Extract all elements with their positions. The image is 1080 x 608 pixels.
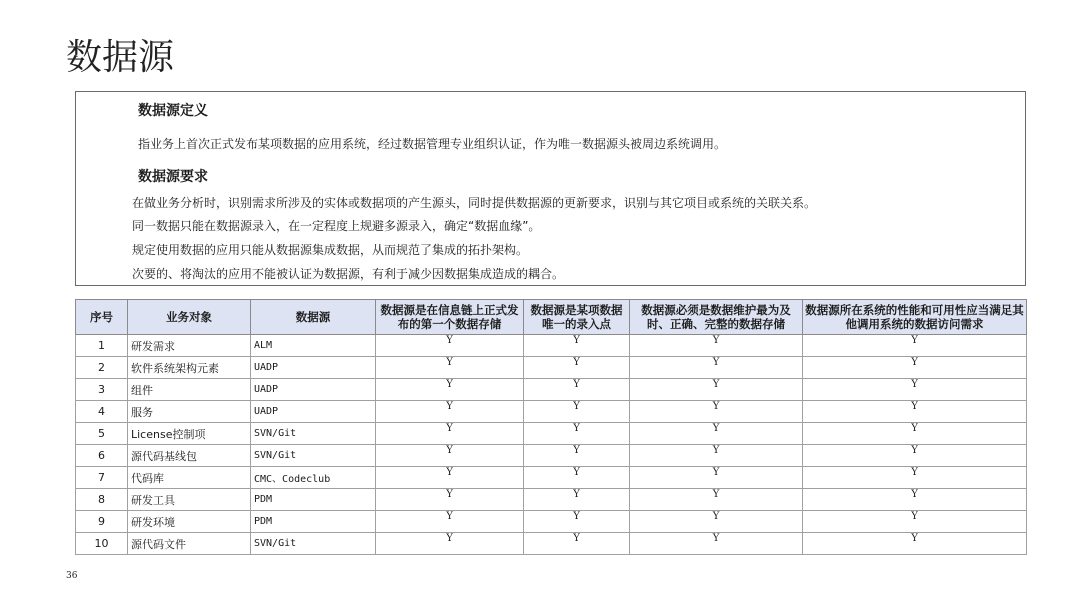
criterion-cell: Y bbox=[803, 489, 1027, 511]
column-header: 数据源是某项数据唯一的录入点 bbox=[524, 300, 630, 335]
criterion-cell: Y bbox=[524, 489, 630, 511]
criterion-cell: Y bbox=[803, 467, 1027, 489]
criterion-cell: Y bbox=[803, 423, 1027, 445]
page-number: 36 bbox=[66, 571, 78, 581]
table-row bbox=[76, 335, 1027, 357]
table-row bbox=[76, 489, 1027, 511]
criterion-cell: Y bbox=[803, 533, 1027, 555]
table-row bbox=[76, 401, 1027, 423]
criterion-cell: Y bbox=[524, 401, 630, 423]
table-row bbox=[76, 467, 1027, 489]
business-object: 研发工具 bbox=[128, 489, 251, 511]
definition-text: 指业务上首次正式发布某项数据的应用系统，经过数据管理专业组织认证，作为唯一数据源头被周边系统调用。 bbox=[138, 137, 727, 151]
definition-box bbox=[75, 91, 1026, 286]
data-source: ALM bbox=[251, 335, 376, 357]
column-header: 数据源所在系统的性能和可用性应当满足其他调用系统的数据访问需求 bbox=[803, 300, 1027, 335]
criterion-cell: Y bbox=[524, 379, 630, 401]
business-object: 源代码文件 bbox=[128, 533, 251, 555]
criterion-cell: Y bbox=[376, 401, 524, 423]
data-source: UADP bbox=[251, 357, 376, 379]
row-index: 8 bbox=[76, 489, 128, 511]
business-object: 服务 bbox=[128, 401, 251, 423]
business-object: 代码库 bbox=[128, 467, 251, 489]
page-title: 数据源 bbox=[66, 37, 175, 78]
row-index: 1 bbox=[76, 335, 128, 357]
criterion-cell: Y bbox=[376, 335, 524, 357]
table-header-row bbox=[76, 300, 1027, 335]
row-index: 3 bbox=[76, 379, 128, 401]
requirement-line: 次要的、将淘汰的应用不能被认证为数据源，有利于减少因数据集成造成的耦合。 bbox=[132, 267, 565, 281]
requirements-heading: 数据源要求 bbox=[138, 169, 208, 185]
data-source: SVN/Git bbox=[251, 533, 376, 555]
business-object: License控制项 bbox=[128, 423, 251, 445]
data-source-table bbox=[75, 299, 1027, 555]
row-index: 7 bbox=[76, 467, 128, 489]
criterion-cell: Y bbox=[630, 401, 803, 423]
criterion-cell: Y bbox=[803, 357, 1027, 379]
criterion-cell: Y bbox=[630, 423, 803, 445]
requirement-line: 同一数据只能在数据源录入，在一定程度上规避多源录入，确定“数据血缘”。 bbox=[132, 219, 541, 233]
row-index: 4 bbox=[76, 401, 128, 423]
column-header: 数据源 bbox=[251, 300, 376, 335]
criterion-cell: Y bbox=[803, 511, 1027, 533]
criterion-cell: Y bbox=[803, 379, 1027, 401]
criterion-cell: Y bbox=[630, 489, 803, 511]
criterion-cell: Y bbox=[524, 467, 630, 489]
row-index: 6 bbox=[76, 445, 128, 467]
criterion-cell: Y bbox=[376, 533, 524, 555]
criterion-cell: Y bbox=[803, 335, 1027, 357]
table-row bbox=[76, 423, 1027, 445]
table-row bbox=[76, 511, 1027, 533]
criterion-cell: Y bbox=[630, 467, 803, 489]
criterion-cell: Y bbox=[630, 533, 803, 555]
criterion-cell: Y bbox=[376, 379, 524, 401]
definition-heading: 数据源定义 bbox=[138, 103, 208, 119]
criterion-cell: Y bbox=[630, 445, 803, 467]
business-object: 研发需求 bbox=[128, 335, 251, 357]
data-source: SVN/Git bbox=[251, 445, 376, 467]
criterion-cell: Y bbox=[524, 357, 630, 379]
criterion-cell: Y bbox=[524, 423, 630, 445]
table-row bbox=[76, 379, 1027, 401]
column-header: 数据源是在信息链上正式发布的第一个数据存储 bbox=[376, 300, 524, 335]
criterion-cell: Y bbox=[524, 445, 630, 467]
column-header: 业务对象 bbox=[128, 300, 251, 335]
criterion-cell: Y bbox=[376, 423, 524, 445]
table-row bbox=[76, 357, 1027, 379]
criterion-cell: Y bbox=[376, 511, 524, 533]
criterion-cell: Y bbox=[524, 511, 630, 533]
table-row bbox=[76, 533, 1027, 555]
criterion-cell: Y bbox=[376, 489, 524, 511]
row-index: 10 bbox=[76, 533, 128, 555]
data-source: CMC、Codeclub bbox=[251, 467, 376, 489]
requirement-line: 规定使用数据的应用只能从数据源集成数据，从而规范了集成的拓扑架构。 bbox=[132, 243, 529, 257]
row-index: 9 bbox=[76, 511, 128, 533]
criterion-cell: Y bbox=[803, 445, 1027, 467]
criterion-cell: Y bbox=[803, 401, 1027, 423]
criterion-cell: Y bbox=[524, 533, 630, 555]
criterion-cell: Y bbox=[376, 467, 524, 489]
column-header: 序号 bbox=[76, 300, 128, 335]
business-object: 软件系统架构元素 bbox=[128, 357, 251, 379]
criterion-cell: Y bbox=[630, 335, 803, 357]
criterion-cell: Y bbox=[630, 379, 803, 401]
criterion-cell: Y bbox=[376, 445, 524, 467]
criterion-cell: Y bbox=[524, 335, 630, 357]
row-index: 5 bbox=[76, 423, 128, 445]
business-object: 研发环境 bbox=[128, 511, 251, 533]
data-source: UADP bbox=[251, 379, 376, 401]
data-source: UADP bbox=[251, 401, 376, 423]
business-object: 源代码基线包 bbox=[128, 445, 251, 467]
criterion-cell: Y bbox=[630, 511, 803, 533]
criterion-cell: Y bbox=[630, 357, 803, 379]
table-row bbox=[76, 445, 1027, 467]
requirement-line: 在做业务分析时，识别需求所涉及的实体或数据项的产生源头，同时提供数据源的更新要求，识别与其它项目或系统的关联关系。 bbox=[132, 196, 817, 210]
data-source: PDM bbox=[251, 511, 376, 533]
column-header: 数据源必须是数据维护最为及时、正确、完整的数据存储 bbox=[630, 300, 803, 335]
business-object: 组件 bbox=[128, 379, 251, 401]
data-source: PDM bbox=[251, 489, 376, 511]
criterion-cell: Y bbox=[376, 357, 524, 379]
row-index: 2 bbox=[76, 357, 128, 379]
data-source: SVN/Git bbox=[251, 423, 376, 445]
